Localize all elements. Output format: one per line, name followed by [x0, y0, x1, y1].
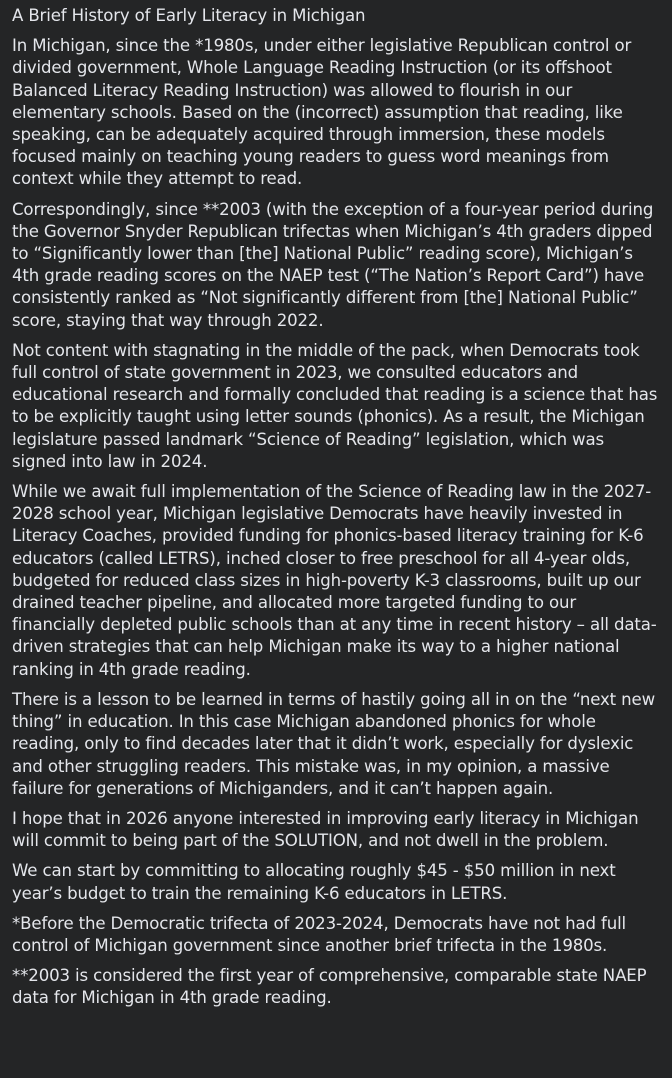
post-title: A Brief History of Early Literacy in Michigan	[12, 6, 366, 25]
paragraph-investments: While we await full implementation of the Science of Reading law in the 2027-2028 school year, Michigan legislative Democrats have heavily invested in Literacy Coaches, provided funding for phonics-based literacy training for K-6 educators (called LETRS), inched closer to free preschool for all 4-year olds, budgeted for reduced class sizes in high-poverty K-3 classrooms, built up our drained teacher pipeline, and allocated more targeted funding to our financially depleted public schools than at any time in recent history – all data-driven strategies that can help Michigan make its way to a higher national ranking in 4th grade reading.	[12, 482, 657, 679]
footnote-naep-2003: **2003 is considered the first year of comprehensive, comparable state NAEP data for Michigan in 4th grade reading.	[12, 966, 647, 1008]
paragraph-naep-scores: Correspondingly, since **2003 (with the exception of a four-year period during the Governor Snyder Republican trifectas when Michigan’s 4th graders dipped to “Significantly lower than [the] National Public” reading score), Michigan’s 4th grade reading scores on the NAEP test (“The Nation’s Report Card”) have consistently ranked as “Not significantly different from [the] National Public” score, staying that way through 2022.	[12, 199, 654, 330]
post-body	[12, 5, 662, 1010]
paragraph-lesson: There is a lesson to be learned in terms of hastily going all in on the “next new thing” in education. In this case Michigan abandoned phonics for whole reading, only to find decades later that it didn’t work, especially for dyslexic and other struggling readers. This mistake was, in my opinion, a massive failure for generations of Michiganders, and it can’t happen again.	[12, 689, 655, 798]
paragraph-science-of-reading: Not content with stagnating in the middle of the pack, when Democrats took full control of state government in 2023, we consulted educators and educational research and formally concluded that reading is a science that has to be explicitly taught using letter sounds (phonics). As a result, the Michigan legislature passed landmark “Science of Reading” legislation, which was signed into law in 2024.	[12, 340, 658, 471]
footnote-trifecta: *Before the Democratic trifecta of 2023-2024, Democrats have not had full control of Michigan government since another brief trifecta in the 1980s.	[12, 913, 626, 955]
paragraph-hope: I hope that in 2026 anyone interested in improving early literacy in Michigan will commit to being part of the SOLUTION, and not dwell in the problem.	[12, 808, 639, 851]
paragraph-budget: We can start by committing to allocating roughly $45 - $50 million in next year’s budget to train the remaining K-6 educators in LETRS.	[12, 861, 616, 903]
paragraph-intro: In Michigan, since the *1980s, under either legislative Republican control or divided government, Whole Language Reading Instruction (or its offshoot Balanced Literacy Reading Instruction) was allowed to flourish in our elementary schools. Based on the (incorrect) assumption that reading, like speaking, can be adequately acquired through immersion, these models focused mainly on teaching young readers to guess word meanings from context while they attempt to read.	[12, 36, 632, 189]
